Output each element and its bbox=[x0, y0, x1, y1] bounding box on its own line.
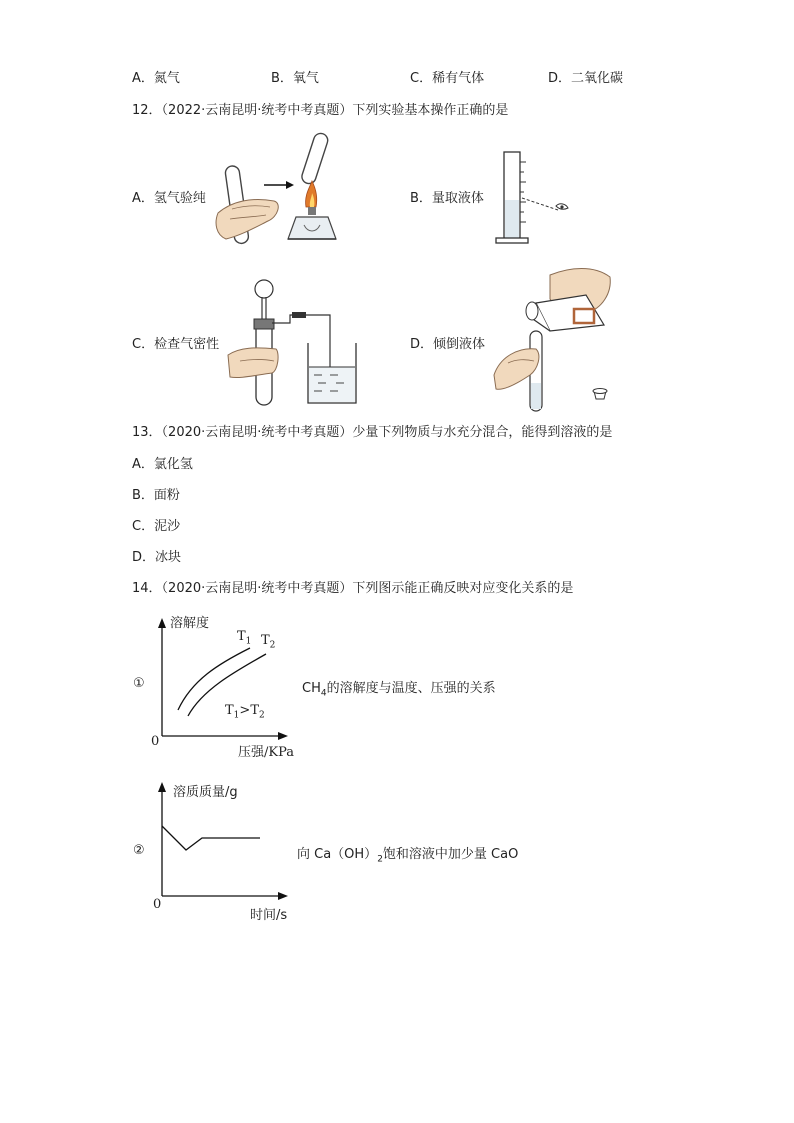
q12-option-d: D．倾倒液体 bbox=[410, 337, 486, 352]
q13-option-d: D．冰块 bbox=[132, 550, 182, 565]
curve-label-t2: $T_2$ bbox=[261, 633, 276, 651]
q11-option-d: D．二氧化碳 bbox=[548, 71, 624, 86]
graduated-cylinder-illustration bbox=[490, 148, 580, 248]
solute-mass-time-graph bbox=[152, 782, 292, 902]
item2-description: 向 $Ca(OH)_2$饱和溶液中加少量 CaO bbox=[297, 847, 519, 865]
q11-option-b: B．氧气 bbox=[271, 71, 319, 86]
airtightness-check-illustration bbox=[226, 275, 366, 410]
q12-option-c: C．检查气密性 bbox=[132, 337, 220, 352]
q13-stem: 13．（2020·云南昆明·统考中考真题）少量下列物质与水充分混合，能得到溶液的是 bbox=[132, 425, 613, 440]
q11-option-a: A．氮气 bbox=[132, 71, 180, 86]
item2-marker: ② bbox=[133, 843, 145, 858]
item1-y-label: 溶解度 bbox=[170, 616, 210, 631]
item1-description: $CH_4$的溶解度与温度、压强的关系 bbox=[302, 681, 496, 699]
item1-x-label: 压强/KPa bbox=[238, 745, 295, 760]
q11-option-c: C．稀有气体 bbox=[410, 71, 485, 86]
temperature-relation-label: $T_1>T_2$ bbox=[225, 703, 265, 721]
item2-y-label: 溶质质量/g bbox=[173, 785, 238, 800]
item2-x-label: 时间/s bbox=[250, 908, 288, 923]
q13-option-b: B．面粉 bbox=[132, 488, 180, 503]
pouring-liquid-illustration bbox=[490, 265, 620, 415]
q12-stem: 12．（2022·云南昆明·统考中考真题）下列实验基本操作正确的是 bbox=[132, 103, 509, 118]
item2-origin: 0 bbox=[153, 897, 162, 912]
q13-option-a: A．氯化氢 bbox=[132, 457, 193, 472]
item1-origin: 0 bbox=[151, 734, 160, 749]
q13-option-c: C．泥沙 bbox=[132, 519, 181, 534]
hydrogen-purity-test-illustration bbox=[212, 135, 352, 247]
item1-marker: ① bbox=[133, 676, 145, 691]
curve-label-t1: $T_1$ bbox=[237, 629, 252, 647]
q12-option-a: A．氢气验纯 bbox=[132, 191, 206, 206]
q12-option-b: B．量取液体 bbox=[410, 191, 484, 206]
q14-stem: 14．（2020·云南昆明·统考中考真题）下列图示能正确反映对应变化关系的是 bbox=[132, 581, 574, 596]
